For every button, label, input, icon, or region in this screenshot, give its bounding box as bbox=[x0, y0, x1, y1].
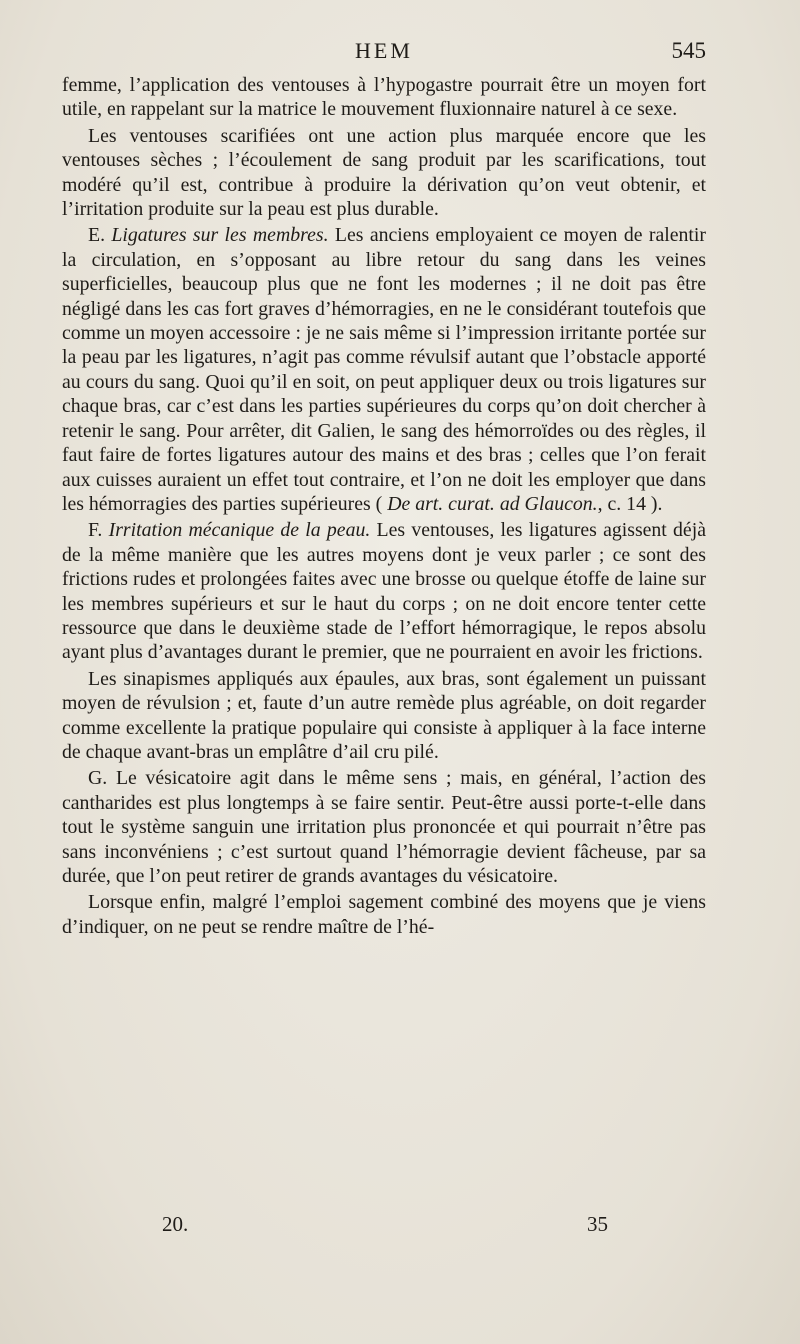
ligatures-body: Les anciens employaient ce moyen de ralentir la circulation, en s’opposant au libre retour du sang dans les veines superficielles, beaucoup plus que ne font les modernes ; il ne doit pas être négligé dans les cas fort graves d’hémorragies, en ne le considérant toutefois que comme un moyen accessoire : je ne sais même si l’impression irritante portée sur la peau par les ligatures, n’agit pas comme révulsif autant que l’obstacle apporté au cours du sang. Quoi qu’il en soit, on peut appliquer deux ou trois ligatures sur chaque bras, car c’est dans les parties supérieures du corps qu’on doit chercher à retenir le sang. Pour arrêter, dit Galien, le sang des hémorroïdes ou des règles, il faut faire de fortes ligatures autour des mains et des bras ; celles que l’on ferait aux cuisses auraient un effet tout contraire, et l’on ne doit les employer que dans les hémorragies des parties supérieures ( bbox=[62, 224, 706, 515]
paragraph-sinapismes: Les sinapismes appliqués aux épaules, aux bras, sont également un puissant moyen de révulsion ; et, faute d’un autre remède plus agréable, on doit regarder comme excellente la pratique populaire qui consiste à appliquer à la face interne de chaque avant-bras un emplâtre d’ail cru pilé. bbox=[62, 667, 706, 763]
section-title-irritation: Irritation mécanique de la peau. bbox=[108, 519, 371, 542]
paragraph-vesicatoire: G. Le vésicatoire agit dans le même sens ; mais, en général, l’action des cantharides est plus longtemps à se faire sentir. Peut-être aussi porte-t-elle dans tout le système sanguin une irritation plus prononcée et qui pourrait n’être pas sans inconvéniens ; c’est surtout quand l’hémorragie devient fâcheuse, par sa durée, que l’on peut retirer de grands avantages du vésicatoire. bbox=[62, 767, 706, 887]
body-text bbox=[62, 73, 706, 939]
paragraph-continued: femme, l’application des ventouses à l’hypogastre pourrait être un moyen fort utile, en rappelant sur la matrice le mouvement fluxionnaire naturel à ce sexe. bbox=[62, 74, 706, 121]
citation-end: , c. 14 ). bbox=[597, 492, 663, 515]
section-title-ligatures: Ligatures sur les membres. bbox=[111, 224, 329, 247]
page-footer bbox=[62, 1212, 706, 1242]
irritation-body: Les ventouses, les ligatures agissent déjà de la même manière que les autres moyens dont je veux parler ; ce sont des frictions rudes et prolongées faites avec une brosse ou quelque étoffe de laine sur les membres supérieurs et sur le haut du corps ; on ne doit encore tenter cette ressource que dans le deuxième stade de l’effort hémorragique, le repos absolu ayant plus d’avantages durant le premier, que ne pourraient en avoir les frictions. bbox=[62, 519, 706, 664]
page-header bbox=[62, 38, 706, 70]
gathering-mark: 35 bbox=[587, 1212, 608, 1236]
paragraph-ventouses-scarifiees: Les ventouses scarifiées ont une action plus marquée encore que les ventouses sèches ; l’écoulement de sang produit par les scarifications, tout modéré qu’il est, contribue à produire la dérivation qu’on veut obtenir, et l’irritation produite sur la peau est plus durable. bbox=[62, 124, 706, 221]
paragraph-lorsque: Lorsque enfin, malgré l’emploi sagement combiné des moyens que je viens d’indiquer, on ne peut se rendre maître de l’hé- bbox=[62, 891, 706, 938]
page-number: 545 bbox=[671, 38, 706, 63]
signature-mark: 20. bbox=[162, 1212, 189, 1236]
citation-galien: De art. curat. ad Glaucon. bbox=[387, 492, 598, 515]
running-head: HEM bbox=[355, 38, 413, 63]
section-letter-e: E. bbox=[88, 224, 106, 247]
section-letter-f: F. bbox=[88, 519, 103, 542]
paragraph-ligatures bbox=[62, 223, 706, 516]
paragraph-irritation bbox=[62, 518, 706, 664]
